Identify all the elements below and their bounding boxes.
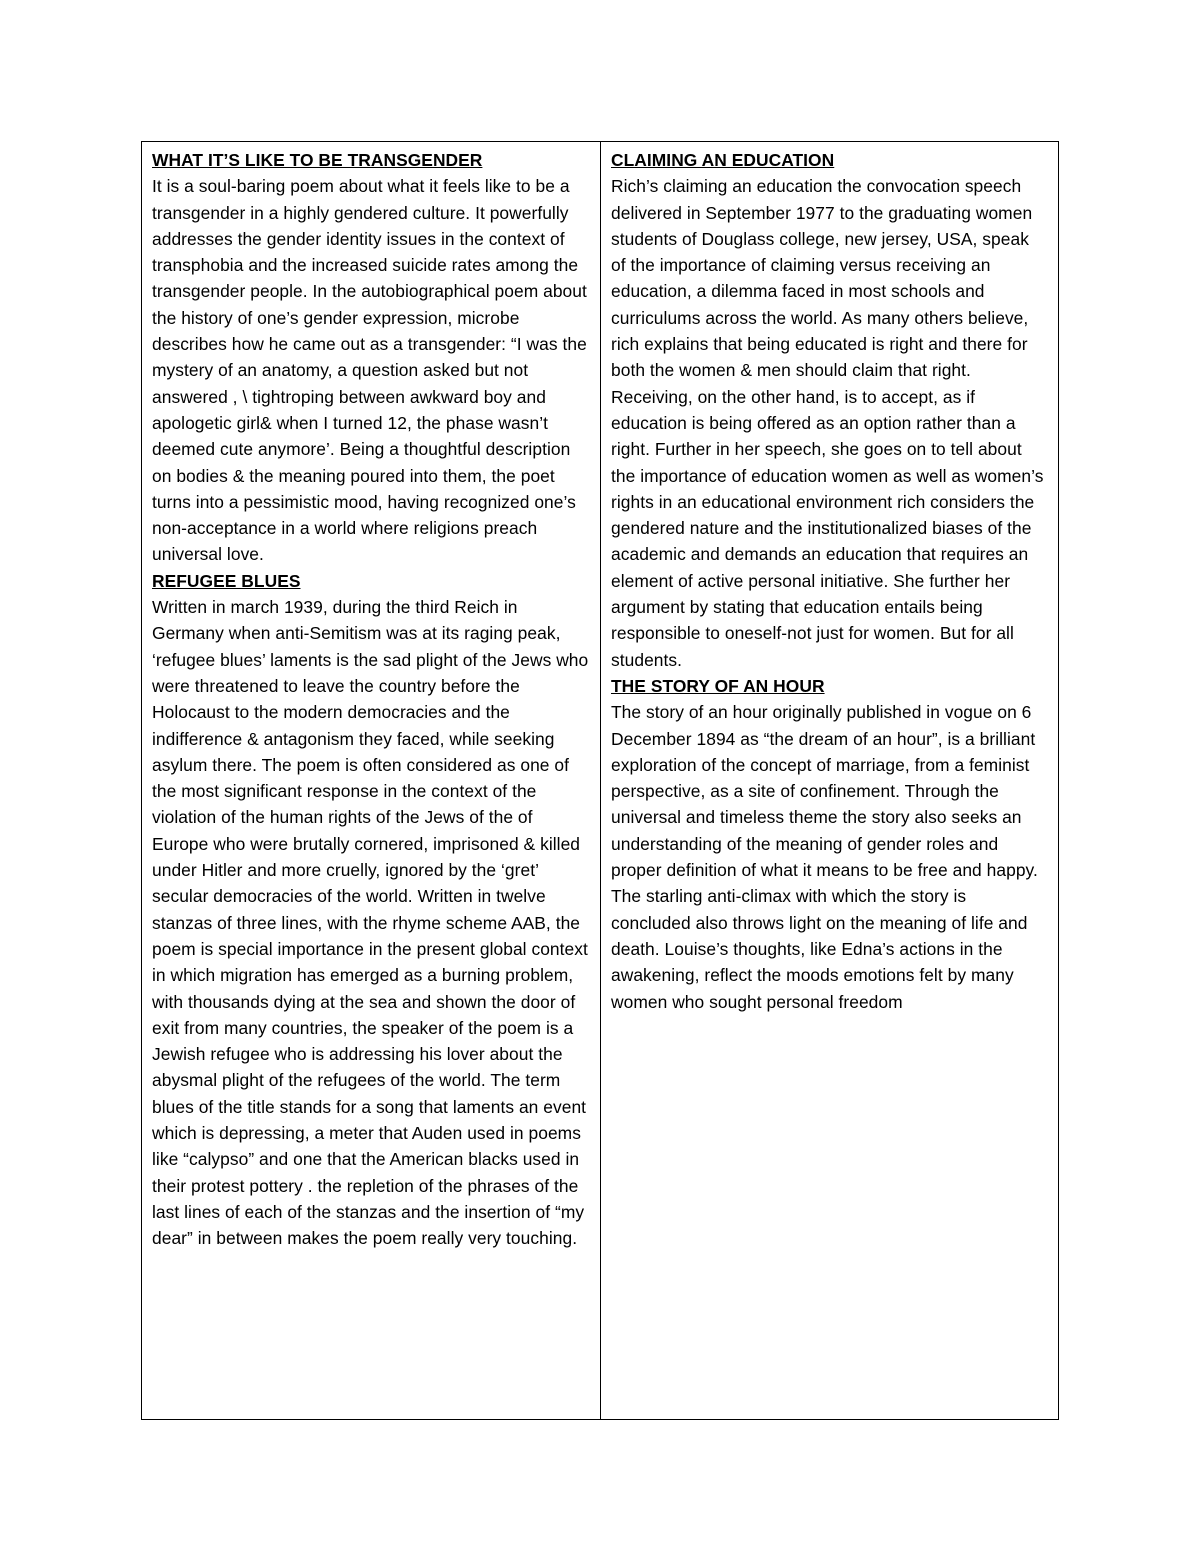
- section-body-story-of-an-hour: The story of an hour originally published in vogue on 6 December 1894 as “the dream of an hour”, is a brilliant exploration of the concept of marriage, from a feminist perspective, as a site of confinement. Through the universal and timeless theme the story also seeks an understanding of the meaning of gender roles and proper definition of what it means to be free and happy. The starling anti-climax with which the story is concluded also throws light on the meaning of life and death. Louise’s thoughts, like Edna’s actions in the awakening, reflect the moods emotions felt by many women who sought personal freedom: [611, 702, 1038, 1012]
- document-table: [141, 141, 1059, 1420]
- section-heading-story-of-an-hour: THE STORY OF AN HOUR: [611, 675, 825, 696]
- section-heading-claiming-education: CLAIMING AN EDUCATION: [611, 150, 835, 170]
- section-body-transgender: It is a soul-baring poem about what it feels like to be a transgender in a highly gendered culture. It powerfully addresses the gender identity issues in the context of transphobia and the increased suicide rates among the transgender people. In the autobiographical poem about the history of one’s gender expression, microbe describes how he came out as a transgender: “I was the mystery of an anatomy, a question asked but not answered , \ tightroping between awkward boy and apologetic girl& when I turned 12, the phase wasn’t deemed cute anymore’. Being a thoughtful description on bodies & the meaning poured into them, the poet turns into a pessimistic mood, having recognized one’s non-acceptance in a world where religions preach universal love.: [152, 176, 587, 565]
- section-body-claiming-education: Rich’s claiming an education the convocation speech delivered in September 1977 to the graduating women students of Douglass college, new jersey, USA, speak of the importance of claiming versus receiving an education, a dilemma faced in most schools and curriculums across the world. As many others believe, rich explains that being educated is right and there for both the women & men should claim that right. Receiving, on the other hand, is to accept, as if education is being offered as an option rather than a right. Further in her speech, she goes on to tell about the importance of education women as well as women’s rights in an educational environment rich considers the gendered nature and the institutionalized biases of the academic and demands an education that requires an element of active personal initiative. She further her argument by stating that education entails being responsible to oneself-not just for women. But for all students.: [611, 176, 1044, 670]
- left-column-cell: [142, 142, 601, 1419]
- right-column-cell: [601, 142, 1058, 1419]
- section-heading-transgender: WHAT IT’S LIKE TO BE TRANSGENDER: [152, 150, 483, 170]
- section-body-refugee-blues: Written in march 1939, during the third Reich in Germany when anti-Semitism was at its raging peak, ‘refugee blues’ laments is the sad plight of the Jews who were threatened to leave the country before the Holocaust to the modern democracies and the indifference & antagonism they faced, while seeking asylum there. The poem is often considered as one of the most significant response in the context of the violation of the human rights of the Jews of the of Europe who were brutally cornered, imprisoned & killed under Hitler and more cruelly, ignored by the ‘gret’ secular democracies of the world. Written in twelve stanzas of three lines, with the rhyme scheme AAB, the poem is special importance in the present global context in which migration has emerged as a burning problem, with thousands dying at the sea and shown the door of exit from many countries, the speaker of the poem is a Jewish refugee who is addressing his lover about the abysmal plight of the refugees of the world. The term blues of the title stands for a song that laments an event which is depressing, a meter that Auden used in poems like “calypso” and one that the American blacks used in their protest pottery . the repletion of the phrases of the last lines of each of the stanzas and the insertion of “my dear” in between makes the poem really very touching.: [152, 597, 589, 1249]
- section-heading-refugee-blues: REFUGEE BLUES: [152, 570, 301, 591]
